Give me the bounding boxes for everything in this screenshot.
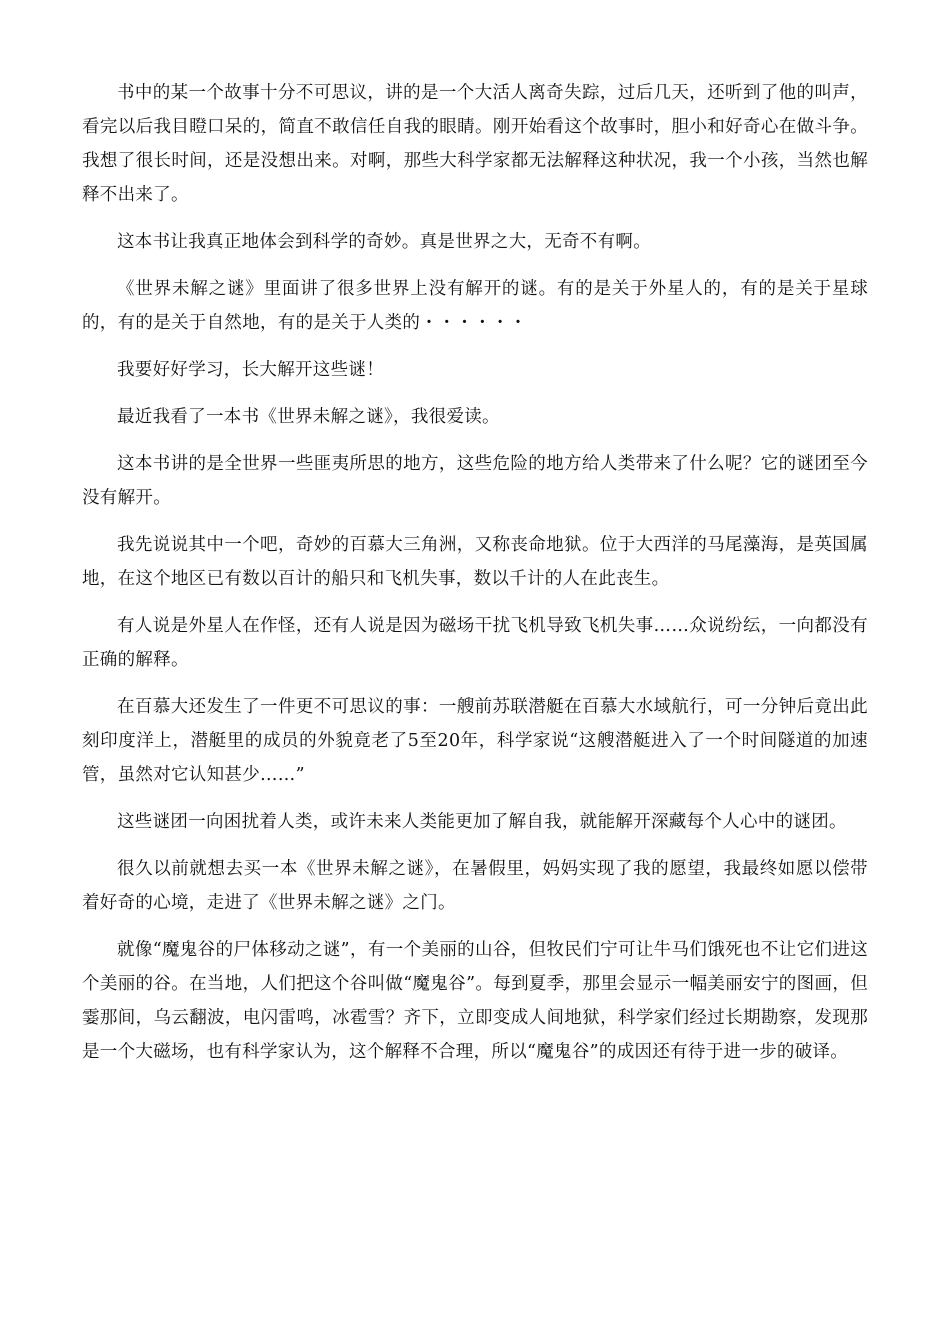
paragraph-10: 这些谜团一向困扰着人类，或许未来人类能更加了解自我，就能解开深藏每个人心中的谜团。: [117, 812, 847, 832]
paragraph-3: 《世界未解之谜》里面讲了很多世界上没有解开的谜。有的是关于外星人的，有的是关于星球的，有的是关于自然地，有的是关于人类的・・・・・・: [82, 279, 868, 333]
paragraph-4: 我要好好学习，长大解开这些谜！: [117, 360, 384, 380]
document-body: [82, 76, 868, 1082]
paragraph-11: 很久以前就想去买一本《世界未解之谜》，在暑假里，妈妈实现了我的愿望，我最终如愿以偿带着好奇的心境，走进了《世界未解之谜》之门。: [82, 859, 868, 913]
paragraph-1: 书中的某一个故事十分不可思议，讲的是一个大活人离奇失踪，过后几天，还听到了他的叫声，看完以后我目瞪口呆的，简直不敢信任自我的眼睛。刚开始看这个故事时，胆小和好奇心在做斗争。我想了很长时间，还是没想出来。对啊，那些大科学家都无法解释这种状况，我一个小孩，当然也解释不出来了。: [82, 83, 868, 205]
paragraph-7: 我先说说其中一个吧，奇妙的百慕大三角洲，又称丧命地狱。位于大西洋的马尾藻海，是英国属地，在这个地区已有数以百计的船只和飞机失事，数以千计的人在此丧生。: [82, 535, 868, 589]
paragraph-8: 有人说是外星人在作怪，还有人说是因为磁场干扰飞机导致飞机失事……众说纷纭，一向都没有正确的解释。: [82, 616, 868, 670]
paragraph-6: 这本书讲的是全世界一些匪夷所思的地方，这些危险的地方给人类带来了什么呢？它的谜团至今没有解开。: [82, 454, 868, 508]
paragraph-2: 这本书让我真正地体会到科学的奇妙。真是世界之大，无奇不有啊。: [117, 232, 651, 252]
paragraph-12: 就像“魔鬼谷的尸体移动之谜”，有一个美丽的山谷，但牧民们宁可让牛马们饿死也不让它们进这个美丽的谷。在当地，人们把这个谷叫做“魔鬼谷”。每到夏季，那里会显示一幅美丽安宁的图画，但霎那间，乌云翻波，电闪雷鸣，冰雹雪？齐下，立即变成人间地狱，科学家们经过长期勘察，发现那是一个大磁场，也有科学家认为，这个解释不合理，所以“魔鬼谷”的成因还有待于进一步的破译。: [82, 940, 868, 1062]
paragraph-9: 在百慕大还发生了一件更不可思议的事：一艘前苏联潜艇在百慕大水域航行，可一分钟后竟出此刻印度洋上，潜艇里的成员的外貌竟老了5至20年，科学家说“这艘潜艇进入了一个时间隧道的加速管，虽然对它认知甚少……”: [82, 697, 868, 785]
paragraph-5: 最近我看了一本书《世界未解之谜》，我很爱读。: [117, 407, 500, 427]
